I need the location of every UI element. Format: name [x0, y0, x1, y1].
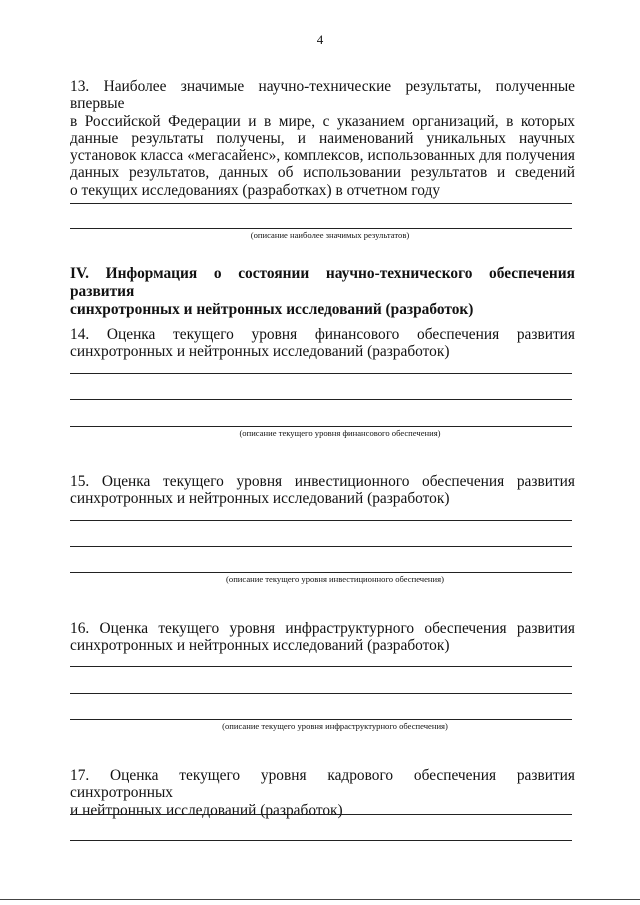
- answer-line[interactable]: [70, 228, 572, 229]
- section-4-heading-line: синхротронных и нейтронных исследований (разработок): [70, 301, 474, 318]
- item-14-line: 14. Оценка текущего уровня финансового обеспечения развития: [70, 326, 575, 343]
- item-13-line: установок класса «мегасайенс», комплексов, использованных для получения: [70, 147, 575, 165]
- item-13-caption: (описание наиболее значимых результатов): [250, 230, 410, 240]
- item-17-line: 17. Оценка текущего уровня кадрового обеспечения развития синхротронных: [70, 767, 575, 802]
- item-15-caption: (описание текущего уровня инвестиционного обеспечения): [226, 574, 444, 584]
- answer-line[interactable]: [70, 814, 572, 815]
- answer-line[interactable]: [70, 426, 572, 427]
- item-13-line: 13. Наиболее значимые научно-технические результаты, полученные впервые: [70, 78, 575, 113]
- answer-line[interactable]: [70, 399, 572, 400]
- item-17-line: и нейтронных исследований (разработок): [70, 801, 343, 819]
- item-15-text: [70, 473, 575, 508]
- page-number: 4: [316, 32, 324, 47]
- item-16-line: синхротронных и нейтронных исследований (разработок): [70, 637, 450, 655]
- item-15-line: синхротронных и нейтронных исследований (разработок): [70, 490, 450, 508]
- section-4-heading-line: IV. Информация о состоянии научно-технического обеспечения развития: [70, 265, 575, 300]
- answer-line[interactable]: [70, 719, 572, 720]
- item-14-text: [70, 326, 575, 361]
- item-17-text: [70, 767, 575, 819]
- item-13-line: о текущих исследованиях (разработках) в отчетном году: [70, 181, 441, 199]
- item-16-line: 16. Оценка текущего уровня инфраструктурного обеспечения развития: [70, 620, 575, 637]
- item-16-text: [70, 620, 575, 655]
- answer-line[interactable]: [70, 373, 572, 374]
- section-4-heading: [70, 265, 575, 319]
- scan-edge: [0, 899, 640, 900]
- item-14-line: синхротронных и нейтронных исследований (разработок): [70, 343, 450, 361]
- item-14-caption: (описание текущего уровня финансового обеспечения): [239, 428, 441, 438]
- answer-line[interactable]: [70, 546, 572, 547]
- answer-line[interactable]: [70, 572, 572, 573]
- item-13-line: данные результаты получены, и наименований уникальных научных: [70, 129, 575, 147]
- item-13-line: данных результатов, данных об использовании результатов и сведений: [70, 164, 575, 182]
- answer-line[interactable]: [70, 203, 572, 204]
- answer-line[interactable]: [70, 840, 572, 841]
- item-15-line: 15. Оценка текущего уровня инвестиционного обеспечения развития: [70, 473, 575, 490]
- answer-line[interactable]: [70, 693, 572, 694]
- item-13-line: в Российской Федерации и в мире, с указанием организаций, в которых: [70, 112, 575, 130]
- answer-line[interactable]: [70, 520, 572, 521]
- answer-line[interactable]: [70, 666, 572, 667]
- item-16-caption: (описание текущего уровня инфраструктурного обеспечения): [222, 721, 448, 731]
- item-13-text: [70, 78, 575, 199]
